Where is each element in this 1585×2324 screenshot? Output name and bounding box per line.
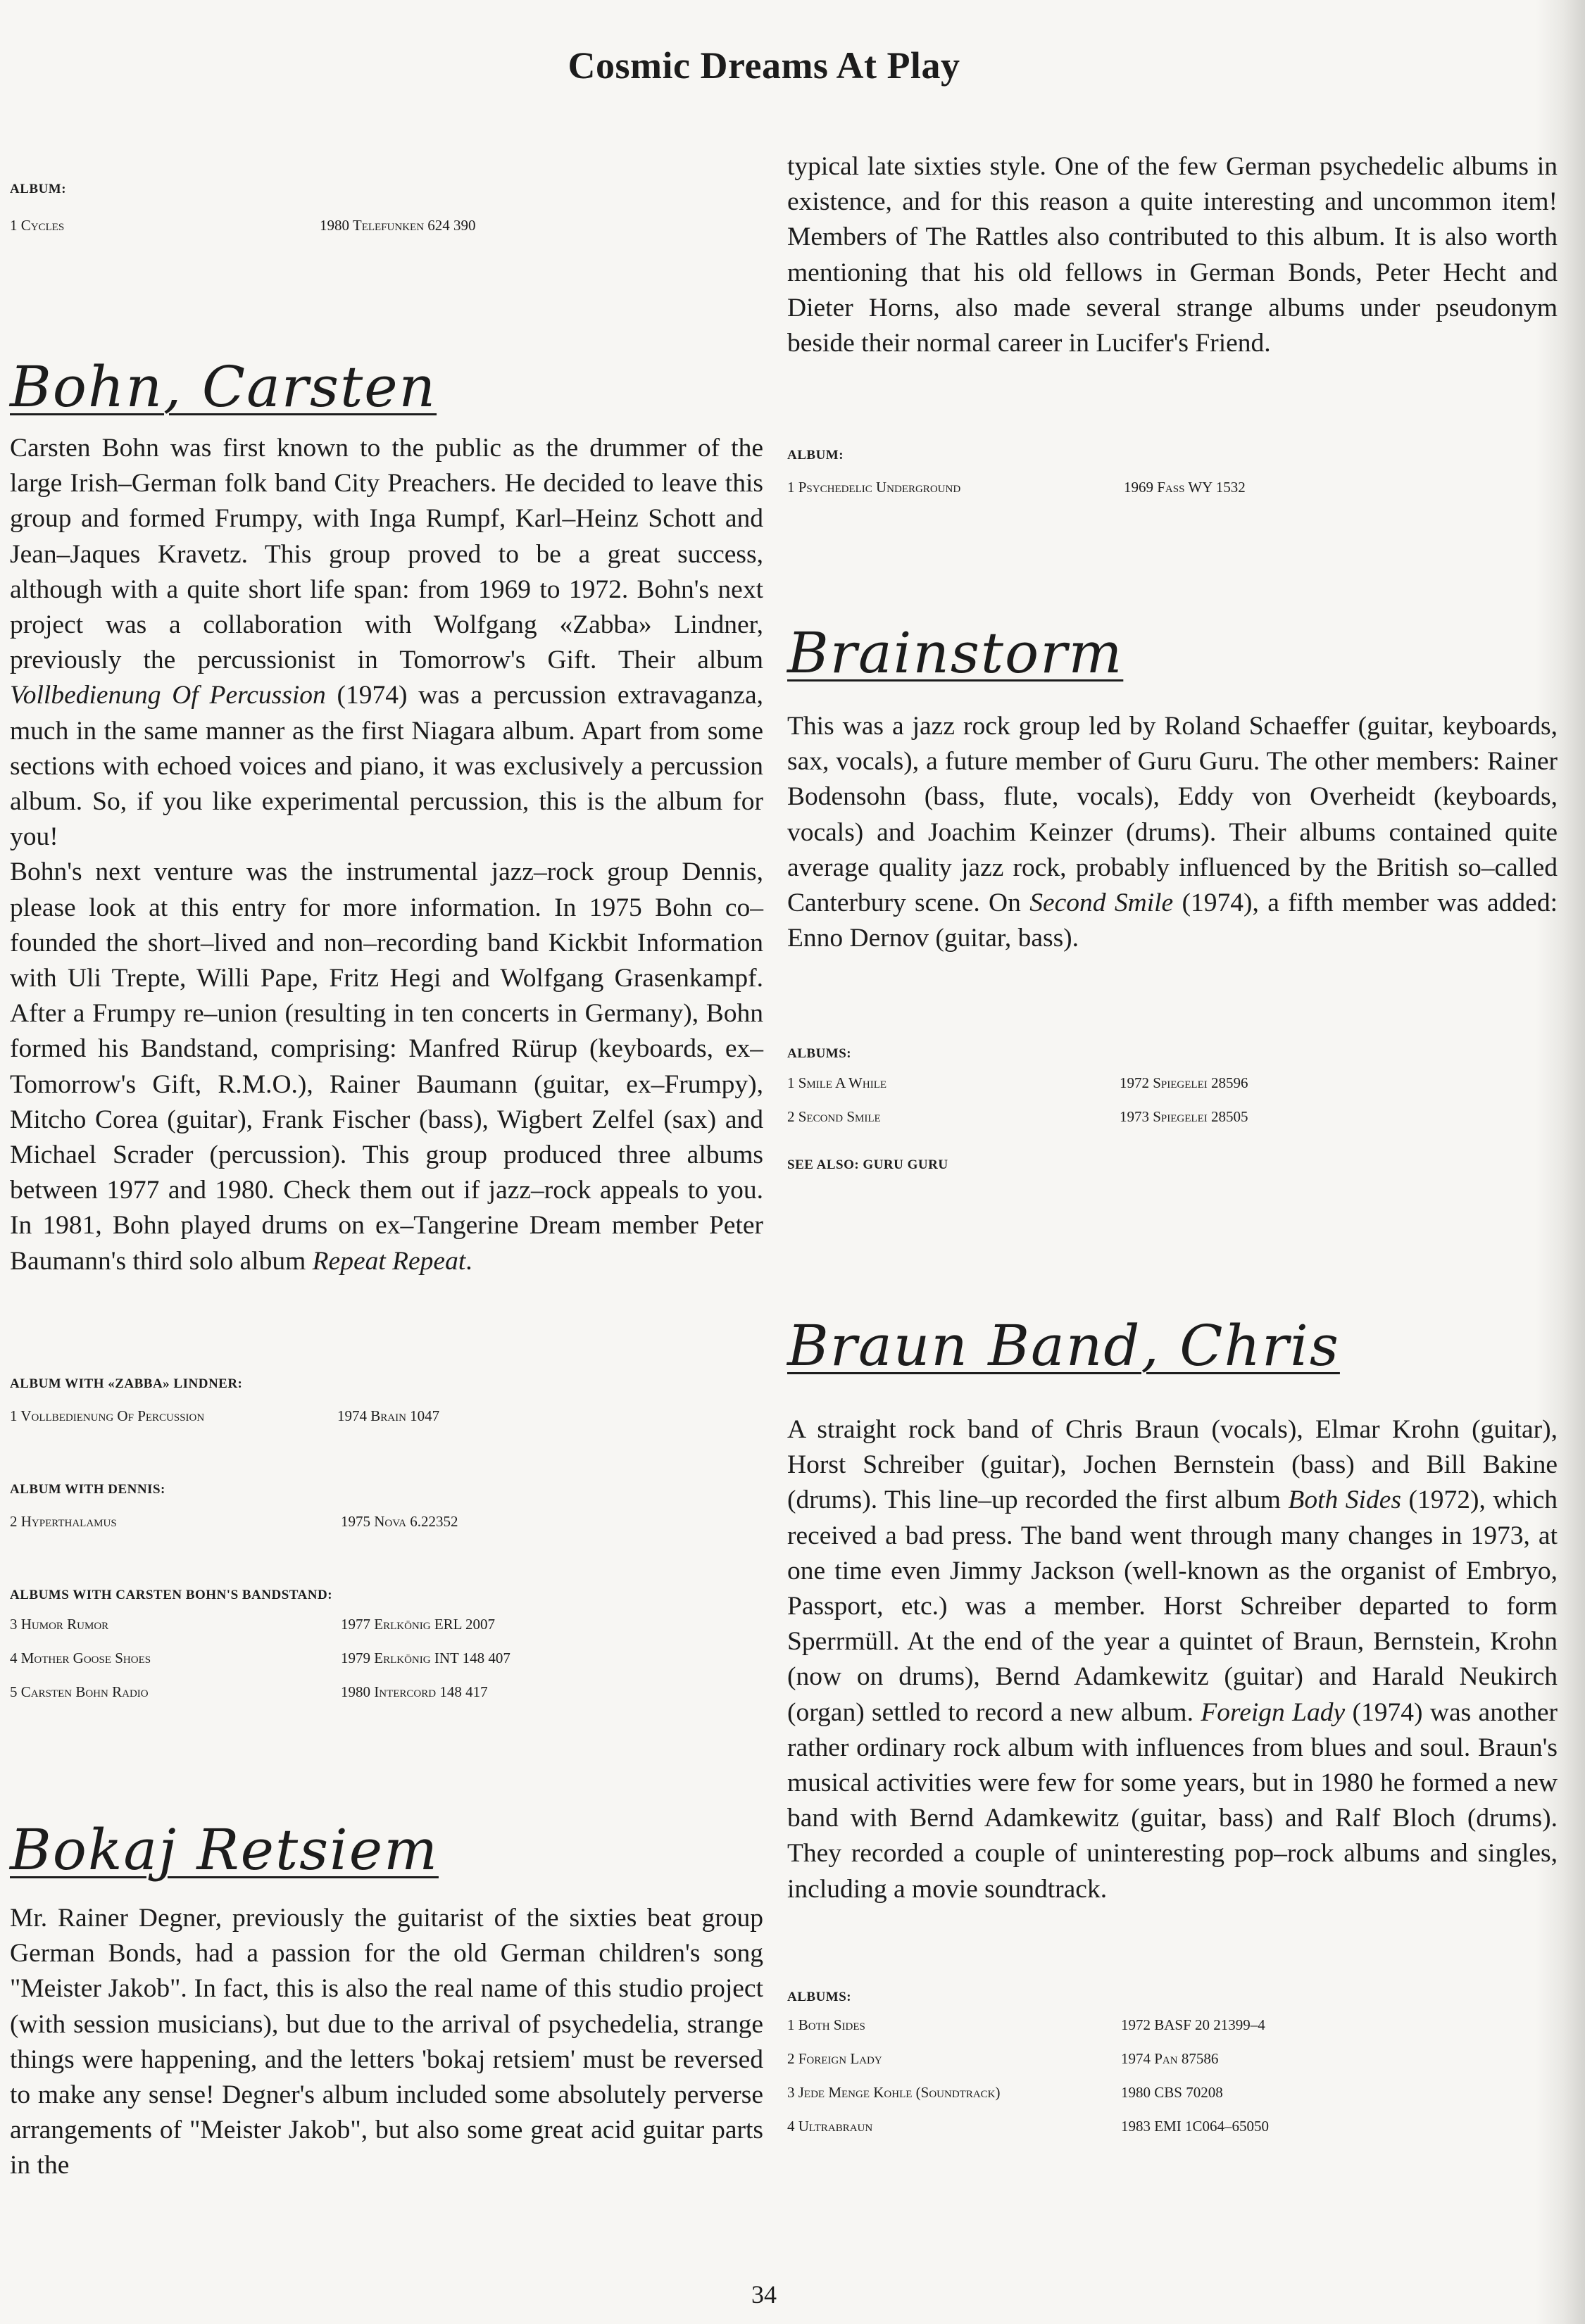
text-run: Carsten Bohn was first known to the public as the drummer of the large Irish–German folk band City Preachers. He decided to leave this group and formed Frumpy, with Inga Rumpf, Karl–Heinz Schott and Jean–Jaques Kravetz. This group proved to be a great success, although with a quite short life span: from 1969 to 1972. Bohn's next project was a collaboration with Wolfgang «Zabba» Lindner, previously the percussionist in Tomorrow's Gift. Their album: [10, 434, 763, 675]
album-title: 4 Ultrabraun: [787, 2118, 873, 2135]
text-run: Bohn's next venture was the instrumental jazz–rock group Dennis, please look at this entry for more information. In 1975 Bohn co–founded the short–lived and non–recording band Kickbit Information with Uli Trepte, Willi Pape, Fritz Hegi and Wolfgang Grasenkampf. After a Frumpy re–union (resulting in ten concerts in Germany), Bohn formed his Bandstand, comprising: Manfred Rürup (keyboards, ex–Tomorrow's Gift, R.M.O.), Rainer Baumann (guitar, ex–Frumpy), Mitcho Corea (guitar), Frank Fischer (bass), Wigbert Zelfel (sax) and Michael Scrader (percussion). This group produced three albums between 1977 and 1980. Check them out if jazz–rock appeals to you. In 1981, Bohn played drums on ex–Tangerine Dream member Peter Baumann's third solo album: [10, 858, 763, 1276]
album-title: 3 Humor Rumor: [10, 1616, 109, 1633]
album-title: 2 Second Smile: [787, 1108, 881, 1125]
discography-row: [10, 1683, 763, 1717]
bokaj-body-right: [787, 149, 1558, 361]
album-title: 3 Jede Menge Kohle (Soundtrack): [787, 2084, 1001, 2101]
discography-row: [10, 1407, 763, 1441]
album-title-italic: Vollbedienung Of Percussion: [10, 681, 326, 710]
album-release: 1977 Erlkönig ERL 2007: [341, 1616, 495, 1633]
discography-row: [787, 1108, 1558, 1142]
album-release: 1969 Fass WY 1532: [1124, 479, 1246, 496]
bohn-lindner-section: [10, 1376, 763, 1441]
brainstorm-body: [787, 709, 1558, 956]
discography-row: [10, 1616, 763, 1650]
text-run: .: [465, 1246, 472, 1276]
text-run: (1974) was another rather ordinary rock album with influences from blues and soul. Braun's musical activities were few for some years, but in 1980 he formed a new band with Bernd Adamkewitz (guitar, bass) and Ralf Bloch (drums). They recorded a couple of uninteresting pop–rock albums and singles, including a movie soundtrack.: [787, 1697, 1558, 1904]
album-title: 1 Smile A While: [787, 1074, 887, 1091]
album-label: ALBUM:: [787, 448, 844, 463]
album-title: 1 Psychedelic Underground: [787, 479, 961, 496]
album-title: 2 Hyperthalamus: [10, 1513, 117, 1530]
album-release: 1975 Nova 6.22352: [341, 1513, 458, 1530]
album-release: 1972 BASF 20 21399–4: [1121, 2016, 1265, 2033]
discography-row: [787, 2118, 1558, 2152]
album-release: 1980 Intercord 148 417: [341, 1683, 488, 1700]
entry-heading-bohn: [10, 354, 763, 420]
album-title: 1 Both Sides: [787, 2016, 865, 2033]
discography-row: [787, 2050, 1558, 2084]
brainstorm-albums-section: [787, 1046, 1558, 1173]
bohn-body: [10, 431, 763, 1279]
entry-heading: Bohn, Carsten: [10, 354, 437, 420]
blind-album-section: [10, 182, 763, 251]
see-also-note: SEE ALSO: GURU GURU: [787, 1157, 948, 1172]
braun-albums-section: [787, 1990, 1558, 2152]
bohn-paragraph-2: [10, 855, 763, 1279]
album-release: 1972 Spiegelei 28596: [1120, 1074, 1248, 1091]
entry-heading: Braun Band, Chris: [787, 1313, 1340, 1378]
album-title-italic: Both Sides: [1288, 1486, 1401, 1515]
bokaj-paragraph: Mr. Rainer Degner, previously the guitarist of the sixties beat group German Bonds, had a passion for the old German children's song "Meister Jakob". In fact, this is also the real name of this studio project (with session musicians), but due to the arrival of psychedelia, strange things were happening, and the letters 'bokaj retsiem' must be reversed to make any sense! Degner's album included some absolutely perverse arrangements of "Meister Jakob", but also some great acid guitar parts in the: [10, 1904, 763, 2180]
entry-heading: Brainstorm: [787, 620, 1124, 686]
albums-label: ALBUMS:: [787, 1046, 852, 1061]
discography-row: [787, 2084, 1558, 2118]
bokaj-paragraph-continued: typical late sixties style. One of the few German psychedelic albums in existence, and for this reason a quite interesting and uncommon item! Members of The Rattles also contributed to this album. It is also worth mentioning that his old fellows in German Bonds, Peter Hecht and Dieter Horns, also made several strange albums under pseudonym beside their normal career in Lucifer's Friend.: [787, 152, 1558, 358]
album-title-italic: Second Smile: [1029, 888, 1174, 918]
text-run: A straight rock band of Chris Braun (vocals), Elmar Krohn (guitar), Horst Schreiber (guitar), Jochen Bernstein (bass) and Bill Bakine (drums). This line–up recorded the first album: [787, 1415, 1558, 1515]
discography-row: [787, 2016, 1558, 2050]
album-title: 2 Foreign Lady: [787, 2050, 882, 2067]
discography-row: [10, 217, 763, 251]
discography-row: [10, 1650, 763, 1683]
albums-label: ALBUMS:: [787, 1990, 852, 2004]
text-run: (1974), a fifth member was added: Enno Dernov (guitar, bass).: [787, 888, 1558, 953]
album-release: 1974 Pan 87586: [1121, 2050, 1219, 2067]
album-title: 1 Cycles: [10, 217, 65, 234]
brainstorm-paragraph: [787, 709, 1558, 956]
section-label: ALBUM WITH «ZABBA» LINDNER:: [10, 1376, 243, 1391]
section-label: ALBUM WITH DENNIS:: [10, 1482, 165, 1497]
entry-heading: Bokaj Retsiem: [10, 1817, 439, 1883]
album-title-italic: Foreign Lady: [1201, 1697, 1346, 1727]
album-release: 1979 Erlkönig INT 148 407: [341, 1650, 510, 1666]
bohn-dennis-section: [10, 1482, 763, 1547]
page-number: 34: [751, 2280, 777, 2309]
discography-row: [787, 479, 1558, 513]
braun-paragraph: [787, 1412, 1558, 1907]
entry-heading-brainstorm: [787, 620, 1558, 686]
entry-heading-braun: [787, 1313, 1558, 1378]
text-run: This was a jazz rock group led by Roland Schaeffer (guitar, keyboards, sax, vocals), a future member of Guru Guru. The other members: Rainer Bodensohn (bass, flute, vocals), Eddy von Overheidt (keyboards, vocals) and Joachim Keinzer (drums). Their albums contained quite average quality jazz rock, probably influenced by the British so–called Canterbury scene. On: [787, 712, 1558, 918]
braun-body: [787, 1412, 1558, 1907]
discography-row: [787, 1074, 1558, 1108]
running-title: Cosmic Dreams At Play: [568, 44, 960, 87]
discography-row: [10, 1513, 763, 1547]
album-release: 1980 Telefunken 624 390: [320, 217, 476, 234]
album-release: 1974 Brain 1047: [337, 1407, 440, 1424]
album-label: ALBUM:: [10, 182, 67, 196]
text-run: (1972), which received a bad press. The band went through many changes in 1973, at one time even Jimmy Jackson (well-known as the organist of Embryo, Passport, etc.) was a member. Horst Schreiber departed to form Sperrmüll. At the end of the year a quintet of Braun, Bernstein, Krohn (now on drums), Bernd Adamkewitz (guitar) and Harald Neukirch (organ) settled to record a new album.: [787, 1486, 1558, 1727]
bohn-paragraph-1: [10, 431, 763, 855]
text-run: (1974) was a percussion extravaganza, much in the same manner as the first Niagara album. Apart from some sections with echoed voices and piano, it was exclusively a percussion album. So, if you like experimental percussion, this is the album for you!: [10, 681, 763, 852]
section-label: ALBUMS WITH CARSTEN BOHN'S BANDSTAND:: [10, 1588, 333, 1602]
album-title: 4 Mother Goose Shoes: [10, 1650, 151, 1666]
album-title-italic: Repeat Repeat: [312, 1246, 466, 1276]
album-release: 1983 EMI 1C064–65050: [1121, 2118, 1269, 2135]
bokaj-body-left: [10, 1901, 763, 2184]
bohn-bandstand-section: [10, 1588, 763, 1717]
album-title: 5 Carsten Bohn Radio: [10, 1683, 149, 1700]
album-release: 1973 Spiegelei 28505: [1120, 1108, 1248, 1125]
album-release: 1980 CBS 70208: [1121, 2084, 1223, 2101]
album-title: 1 Vollbedienung Of Percussion: [10, 1407, 205, 1424]
entry-heading-bokaj: [10, 1817, 763, 1883]
bokaj-album-section: [787, 448, 1558, 513]
